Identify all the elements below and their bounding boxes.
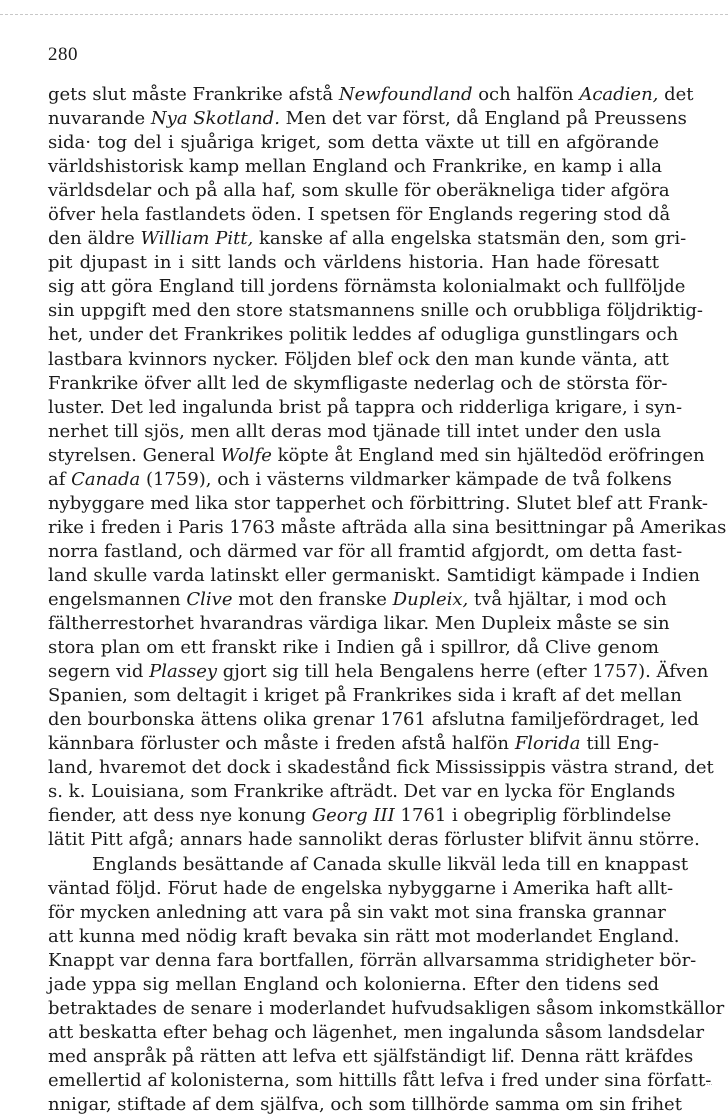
text-run: till Eng-: [580, 733, 659, 755]
italic-term: Acadien,: [579, 84, 659, 105]
text-run: land, hvaremot det dock i skadestånd fick Mississippis västra strand, det: [48, 757, 714, 779]
text-run: för mycken anledning att vara på sin vakt mot sina franska grannar: [48, 901, 666, 923]
text-line: [48, 179, 670, 203]
text-line: [48, 444, 705, 468]
text-run: nerhet till sjös, men allt deras mod tjänade till intet under den usla: [48, 420, 662, 442]
text-run: betraktades de senare i moderlandet hufvudsakligen såsom inkomstkällor: [48, 997, 725, 1019]
text-run: väntad följd. Förut hade de engelska nybyggarne i Amerika haft allt-: [48, 877, 674, 899]
text-run: den äldre: [48, 228, 141, 250]
italic-term: Dupleix,: [392, 588, 469, 610]
text-line: [48, 588, 667, 612]
text-line: [48, 612, 670, 636]
text-line: [48, 492, 708, 516]
top-edge-rule: [0, 14, 728, 15]
text-run: (1759), och i västerns vildmarker kämpade de två folkens: [140, 468, 672, 490]
text-run: världshistorisk kamp mellan England och Frankrike, en kamp i alla: [48, 156, 663, 178]
text-line: [48, 323, 679, 347]
text-line: [48, 420, 662, 444]
text-line: [48, 1069, 712, 1093]
text-run: lastbara kvinnors nycker. Följden blef ock den man kunde vänta, att: [48, 348, 669, 370]
text-run: 1761 i obegriplig förblindelse: [394, 805, 672, 827]
italic-term: William Pitt,: [140, 228, 254, 250]
text-line: [48, 396, 683, 420]
italic-term: Nya Skotland.: [150, 108, 280, 130]
text-line: [48, 708, 699, 732]
text-line: [48, 155, 663, 179]
text-run: att kunna med nödig kraft bevaka sin rätt mot moderlandet England.: [48, 925, 680, 947]
text-run: engelsmannen: [48, 588, 187, 610]
text-line: [48, 780, 676, 804]
text-run: Men det var först, då England på Preussens: [279, 108, 687, 130]
text-run: att beskatta efter behag och lägenhet, men ingalunda såsom landsdelar: [48, 1021, 705, 1043]
page-number: 280: [48, 44, 78, 65]
text-run: Frankrike öfver allt led de skymfligaste nederlag och de största för-: [48, 372, 668, 394]
text-run: världsdelar och på alla haf, som skulle för oberäkneliga tider afgöra: [48, 180, 670, 202]
text-line: [48, 636, 659, 660]
text-run: het, under det Frankrikes politik leddes af odugliga gunstlingars och: [48, 324, 679, 346]
text-run: mot den franske: [232, 588, 393, 610]
text-run: nnigar, stiftade af dem själfva, och som tillhörde samma om sin frihet: [48, 1093, 682, 1115]
text-run: öfver hela fastlandets öden. I spetsen för Englands regering stod då: [48, 204, 671, 226]
text-line: [48, 83, 694, 107]
text-line: [48, 732, 659, 756]
text-run: den bourbonska ättens olika grenar 1761 afslutna familjefördraget, led: [48, 709, 699, 731]
text-line: [48, 684, 682, 708]
text-run: Knappt var denna fara bortfallen, förrän allvarsamma stridigheter bör-: [48, 949, 697, 971]
text-run: gjort sig till hela Bengalens herre (efter 1757). Äfven: [217, 661, 709, 683]
italic-term: Clive: [186, 588, 233, 610]
text-run: sida· tog del i sjuåriga kriget, som detta växte ut till en afgörande: [48, 132, 659, 154]
text-run: det: [658, 84, 694, 105]
text-run: pit djupast in i sitt lands och världens historia. Han hade föresatt: [48, 252, 659, 274]
text-run: rike i freden i Paris 1763 måste afträda alla sina besittningar på Amerikas: [48, 516, 727, 538]
text-line: [48, 901, 666, 925]
text-run: segern vid: [48, 661, 150, 683]
text-line: [48, 299, 703, 323]
page-body-text: [48, 83, 727, 1117]
text-line: [48, 468, 672, 492]
text-run: kanske af alla engelska statsmän den, som gri-: [253, 228, 687, 250]
text-run: två hjältar, i mod och: [468, 588, 667, 610]
text-line: [48, 804, 672, 828]
text-run: gets slut måste Frankrike afstå: [48, 84, 339, 105]
text-line: [48, 949, 697, 973]
text-run: kännbara förluster och måste i freden afstå halfön: [48, 733, 515, 755]
italic-term: Florida: [514, 733, 581, 755]
text-run: land skulle varda latinskt eller germaniskt. Samtidigt kämpade i Indien: [48, 564, 700, 586]
text-line: [48, 756, 714, 780]
text-run: styrelsen. General: [48, 444, 221, 466]
text-run: stora plan om ett franskt rike i Indien gå i spillror, då Clive genom: [48, 637, 659, 659]
text-run: Englands besättande af Canada skulle likväl leda till en knappast: [92, 853, 689, 875]
text-run: fältherrestorhet hvarandras värdiga likar. Men Dupleix måste se sin: [48, 613, 670, 635]
italic-term: Georg III: [311, 805, 395, 827]
text-line: [48, 251, 659, 275]
text-line: [48, 540, 683, 564]
text-line: [48, 564, 700, 588]
text-run: s. k. Louisiana, som Frankrike afträdt. Det var en lycka för Englands: [48, 781, 676, 803]
text-line: [48, 203, 671, 227]
text-run: sin uppgift med den store statsmannens snille och orubbliga följdriktig-: [48, 300, 703, 322]
text-line: [48, 853, 689, 877]
text-run: luster. Det led ingalunda brist på tappra och ridderliga krigare, i syn-: [48, 396, 683, 418]
text-run: af: [48, 468, 72, 490]
text-run: norra fastland, och därmed var för all framtid afgjordt, om detta fast-: [48, 540, 683, 562]
italic-term: Newfoundland: [338, 84, 473, 105]
text-line: [48, 131, 659, 155]
text-line: [48, 348, 669, 372]
text-run: nybyggare med lika stor tapperhet och förbittring. Slutet blef att Frank-: [48, 492, 708, 514]
text-line: [48, 107, 687, 131]
italic-term: Wolfe: [220, 444, 272, 466]
text-line: [48, 227, 687, 251]
text-line: [48, 1021, 705, 1045]
text-run: nuvarande: [48, 108, 151, 130]
text-run: sig att göra England till jordens förnämsta kolonialmakt och fullföljde: [48, 276, 686, 298]
text-run: köpte åt England med sin hjältedöd eröfringen: [271, 444, 705, 466]
bottom-edge-mark: [672, 1084, 712, 1085]
text-run: jade yppa sig mellan England och kolonierna. Efter den tidens sed: [48, 973, 659, 995]
text-run: och halfön: [472, 84, 580, 105]
text-line: [48, 372, 668, 396]
text-line: [48, 275, 686, 299]
text-line: [48, 660, 709, 684]
text-line: [48, 828, 700, 852]
text-line: [48, 1045, 694, 1069]
text-line: [48, 516, 727, 540]
text-run: emellertid af kolonisterna, som hittills fått lefva i fred under sina författ-: [48, 1069, 712, 1091]
text-run: med anspråk på rätten att lefva ett själfständigt lif. Denna rätt kräfdes: [48, 1045, 694, 1067]
text-line: [48, 973, 659, 997]
italic-term: Plassey: [149, 661, 218, 683]
italic-term: Canada: [71, 468, 141, 490]
text-line: [48, 877, 674, 901]
text-run: fiender, att dess nye konung: [48, 805, 312, 827]
text-run: Spanien, som deltagit i kriget på Frankrikes sida i kraft af det mellan: [48, 685, 682, 707]
text-run: lätit Pitt afgå; annars hade sannolikt deras förluster blifvit ännu större.: [48, 829, 700, 851]
text-line: [48, 925, 680, 949]
text-line: [48, 997, 725, 1021]
text-line: [48, 1093, 682, 1117]
